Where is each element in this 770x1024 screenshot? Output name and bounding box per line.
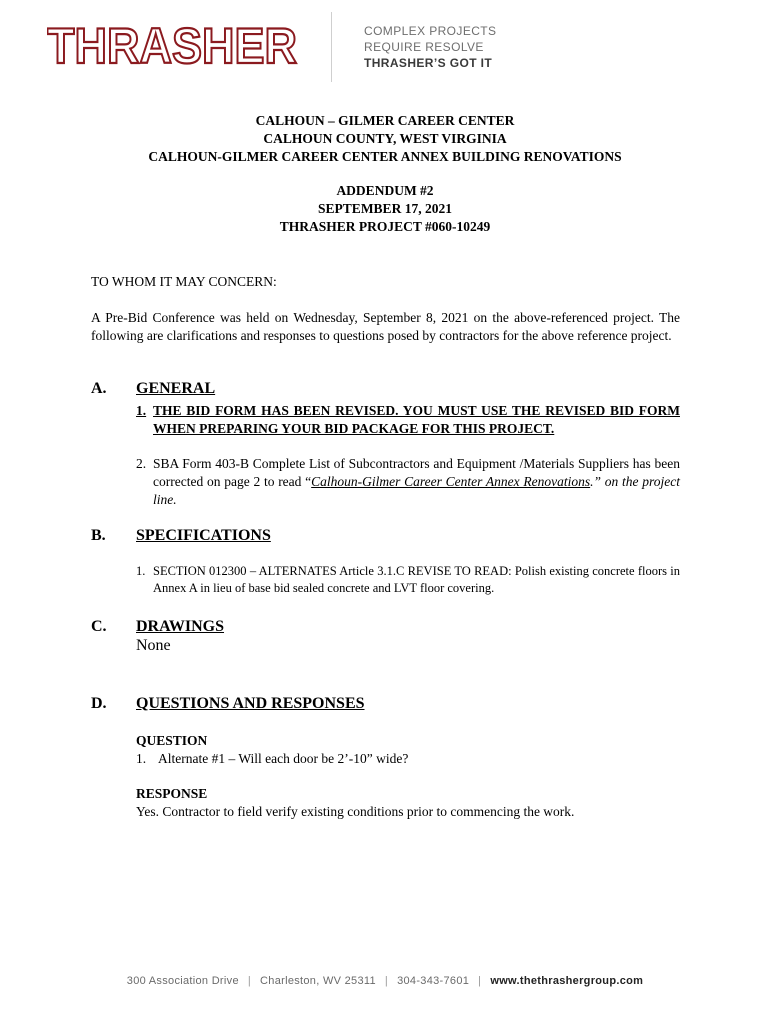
section-b-title: SPECIFICATIONS bbox=[136, 527, 271, 544]
project-number: THRASHER PROJECT #060-10249 bbox=[279, 219, 491, 234]
item-text bbox=[153, 455, 680, 509]
footer-phone: 304-343-7601 bbox=[397, 975, 470, 987]
item-text-start: SBA Form 403-B Complete List of Subcontractors and Equipment /Materials Suppliers has been corrected on page 2 to read “ bbox=[153, 456, 680, 489]
title-line-1: CALHOUN – GILMER CAREER CENTER bbox=[255, 113, 515, 128]
thrasher-logo bbox=[47, 22, 299, 68]
question-label: QUESTION bbox=[136, 733, 208, 748]
footer-separator: | bbox=[478, 975, 482, 987]
addendum-heading bbox=[0, 182, 770, 236]
item-text: SECTION 012300 – ALTERNATES Article 3.1.C REVISE TO READ: Polish existing concrete floors in Annex A in lieu of base bid sealed concrete and LVT floor covering. bbox=[153, 564, 680, 595]
question-item-1 bbox=[136, 750, 680, 768]
section-b-letter: B. bbox=[91, 527, 106, 544]
addendum-number: ADDENDUM #2 bbox=[336, 183, 434, 198]
logo-text: THRASHER bbox=[47, 22, 297, 68]
footer-separator: | bbox=[384, 975, 389, 987]
section-d-letter: D. bbox=[91, 695, 107, 712]
project-name-reference: Calhoun-Gilmer Career Center Annex Renovations bbox=[311, 474, 591, 489]
tagline bbox=[364, 23, 496, 71]
item-text-end: .” on the project line. bbox=[153, 474, 680, 507]
title-line-2: CALHOUN COUNTY, WEST VIRGINIA bbox=[263, 131, 507, 146]
section-a-item-2 bbox=[136, 455, 680, 509]
footer-city: Charleston, WV 25311 bbox=[260, 975, 376, 987]
page-footer bbox=[0, 975, 770, 987]
item-number: 1. bbox=[136, 403, 147, 418]
section-a-item-1 bbox=[136, 402, 680, 438]
response-label: RESPONSE bbox=[136, 786, 208, 801]
footer-separator: | bbox=[247, 975, 252, 987]
section-d-title: QUESTIONS AND RESPONSES bbox=[136, 695, 365, 712]
section-c-letter: C. bbox=[91, 618, 107, 635]
section-a-letter: A. bbox=[91, 380, 107, 397]
tagline-line-1: COMPLEX PROJECTS bbox=[364, 24, 497, 38]
tagline-line-3: THRASHER’S GOT IT bbox=[364, 56, 493, 70]
footer-address: 300 Association Drive bbox=[126, 975, 239, 987]
salutation: TO WHOM IT MAY CONCERN: bbox=[91, 274, 277, 289]
tagline-line-2: REQUIRE RESOLVE bbox=[364, 40, 484, 54]
section-b-item-1 bbox=[136, 563, 680, 597]
section-c-title: DRAWINGS bbox=[136, 618, 225, 635]
footer-website-link[interactable]: www.thethrashergroup.com bbox=[490, 975, 644, 987]
section-a-title: GENERAL bbox=[136, 380, 216, 397]
item-number: 1. bbox=[136, 751, 147, 766]
title-line-3: CALHOUN-GILMER CAREER CENTER ANNEX BUILDING RENOVATIONS bbox=[148, 149, 622, 164]
addendum-date: SEPTEMBER 17, 2021 bbox=[318, 201, 452, 216]
header-divider bbox=[331, 12, 332, 82]
question-text: Alternate #1 – Will each door be 2’-10” wide? bbox=[158, 751, 409, 766]
section-c-body: None bbox=[136, 637, 171, 654]
project-title bbox=[0, 112, 770, 166]
response-text: Yes. Contractor to field verify existing conditions prior to commencing the work. bbox=[136, 804, 575, 819]
intro-paragraph: A Pre-Bid Conference was held on Wednesday, September 8, 2021 on the above-referenced project. The following are clarifications and responses to questions posed by contractors for the above reference project. bbox=[91, 310, 680, 343]
item-text: THE BID FORM HAS BEEN REVISED. YOU MUST USE THE REVISED BID FORM WHEN PREPARING YOUR BID PACKAGE FOR THIS PROJECT. bbox=[153, 403, 680, 436]
item-number: 1. bbox=[136, 564, 146, 578]
item-number: 2. bbox=[136, 456, 147, 471]
